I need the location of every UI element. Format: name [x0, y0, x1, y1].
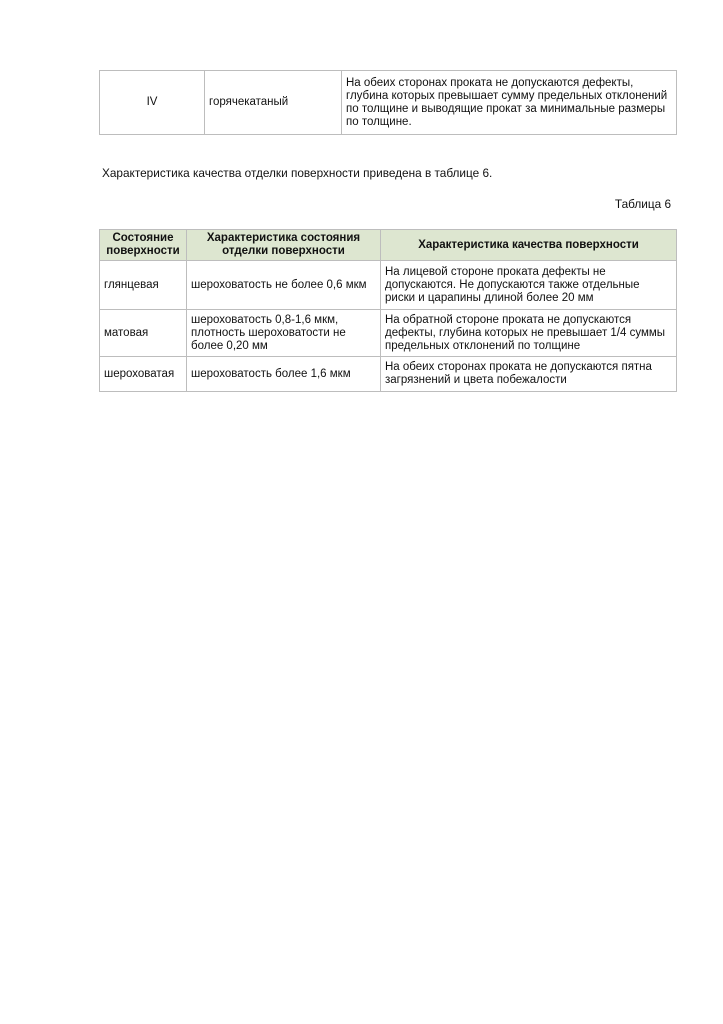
header-finish: Характеристика состояния отделки поверхности [187, 229, 381, 261]
table-6 [99, 229, 677, 392]
cell-state: матовая [99, 310, 187, 357]
previous-table-continuation [99, 70, 677, 135]
table-cell-class: IV [99, 70, 205, 135]
table-cell-type: горячекатаный [205, 70, 342, 135]
table-row [99, 357, 677, 392]
cell-finish: шероховатость более 1,6 мкм [187, 357, 381, 392]
paragraph-text: Характеристика качества отделки поверхности приведена в таблице 6. [102, 166, 493, 180]
header-state: Состояние поверхности [99, 229, 187, 261]
cell-state: глянцевая [99, 261, 187, 310]
cell-finish: шероховатость 0,8-1,6 мкм, плотность шероховатости не более 0,20 мм [187, 310, 381, 357]
cell-quality: На лицевой стороне проката дефекты не допускаются. Не допускаются также отдельные риски и царапины длиной более 20 мм [381, 261, 677, 310]
table-cell-description: На обеих сторонах проката не допускаются дефекты, глубина которых превышает сумму предельных отклонений по толщине и выводящие прокат за минимальные размеры по толщине. [342, 70, 677, 135]
cell-quality: На обеих сторонах проката не допускаются пятна загрязнений и цвета побежалости [381, 357, 677, 392]
cell-state: шероховатая [99, 357, 187, 392]
table-row [99, 70, 677, 135]
table-caption: Таблица 6 [614, 197, 671, 211]
table-row [99, 261, 677, 310]
table-header-row [99, 229, 677, 261]
cell-finish: шероховатость не более 0,6 мкм [187, 261, 381, 310]
header-quality: Характеристика качества поверхности [381, 229, 677, 261]
table-row [99, 310, 677, 357]
cell-quality: На обратной стороне проката не допускаются дефекты, глубина которых не превышает 1/4 суммы предельных отклонений по толщине [381, 310, 677, 357]
